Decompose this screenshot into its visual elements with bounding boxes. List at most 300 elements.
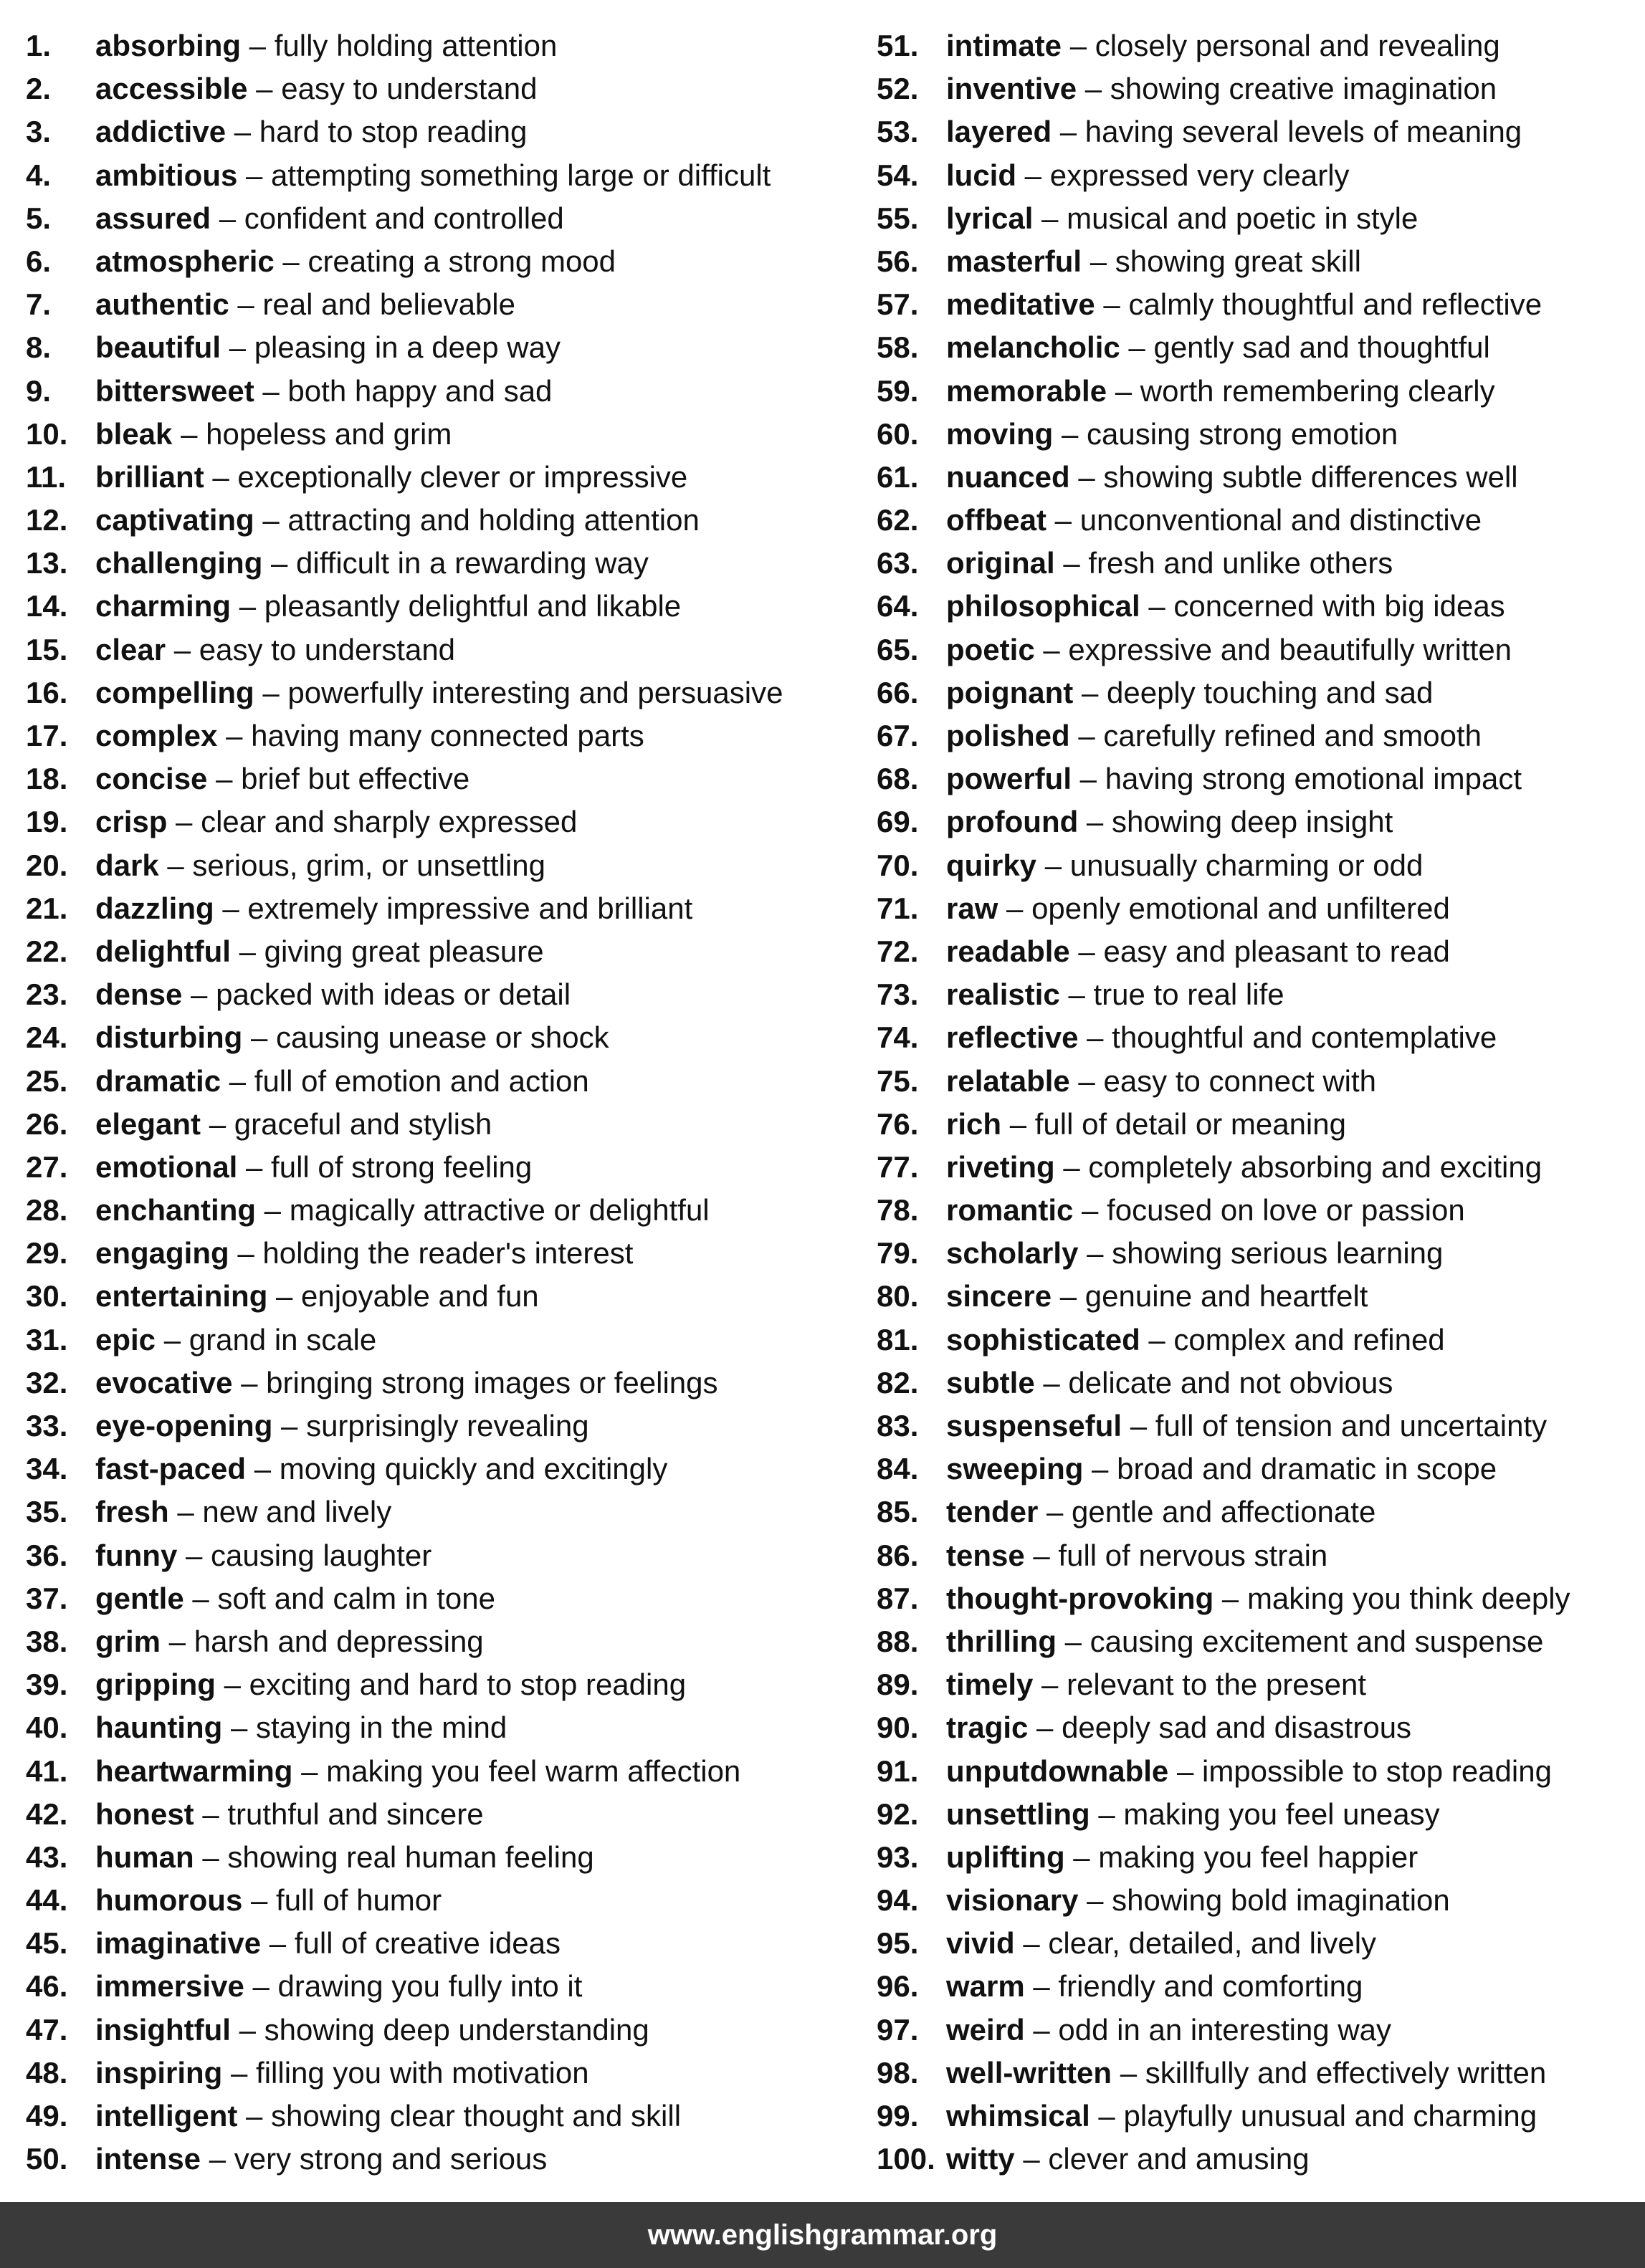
list-item-definition: – causing unease or shock [242,1020,609,1055]
list-item-definition: – making you feel happier [1064,1839,1418,1874]
word-list-column-right [877,24,1645,2181]
list-item [26,1146,872,1189]
list-item-definition: – extremely impressive and brilliant [214,891,693,925]
list-item-definition: – expressive and beautifully written [1034,632,1512,666]
list-item [26,326,872,369]
list-item-definition: – easy to understand [166,632,456,666]
list-item-definition: – clear, detailed, and lively [1014,1926,1377,1961]
list-item-term: romantic [946,1193,1074,1228]
list-item-number: 2. [26,72,52,106]
list-item-definition: – pleasantly delightful and likable [231,589,682,623]
list-item-number: 47. [26,2012,68,2047]
list-item-definition: – making you feel uneasy [1089,1796,1440,1831]
list-item-definition: – full of strong feeling [237,1149,533,1184]
list-item [26,24,872,67]
list-item [877,1879,1645,1922]
list-item-number: 45. [26,1926,68,1961]
list-item-term: authentic [95,287,229,322]
list-item-number: 50. [26,2142,68,2176]
list-item-term: layered [946,115,1052,149]
list-item [26,1793,872,1836]
list-item-term: realistic [946,977,1060,1012]
list-item-number: 7. [26,287,52,322]
list-item-term: subtle [946,1365,1035,1399]
list-item-term: dramatic [95,1063,221,1098]
list-item-term: compelling [95,675,254,709]
list-item-term: lucid [946,158,1017,192]
list-item-number: 32. [26,1365,68,1399]
list-item-term: memorable [946,373,1107,408]
list-item [877,1189,1645,1232]
list-item [26,370,872,413]
list-item-definition: – drawing you fully into it [244,1969,583,2004]
list-item-number: 99. [877,2099,919,2133]
list-item-term: unsettling [946,1796,1090,1831]
list-item-number: 35. [26,1495,68,1529]
list-item-definition: – skillfully and effectively written [1112,2055,1547,2090]
list-item-number: 37. [26,1581,68,1615]
list-item-definition: – moving quickly and excitingly [246,1452,668,1486]
list-item [877,110,1645,153]
list-item-term: raw [946,891,998,925]
list-item-definition: – bringing strong images or feelings [232,1365,718,1399]
list-item-number: 86. [877,1538,919,1572]
list-item-definition: – filling you with motivation [222,2055,589,2090]
list-item-definition: – very strong and serious [201,2142,548,2176]
list-item-definition: – attempting something large or difficult [237,158,771,192]
footer-website-text: www.englishgrammar.org [647,2219,998,2251]
list-item-definition: – making you think deeply [1214,1581,1570,1615]
list-item-definition: – harsh and depressing [161,1624,484,1658]
list-item-definition: – showing real human feeling [194,1839,594,1874]
list-item [26,154,872,197]
list-item-number: 77. [877,1149,919,1184]
list-item-number: 92. [877,1796,919,1831]
list-item-number: 49. [26,2099,68,2133]
list-item-term: bleak [95,416,173,451]
list-item-term: lyrical [946,201,1034,235]
list-item-definition: – showing great skill [1082,244,1361,278]
list-item-definition: – hopeless and grim [172,416,452,451]
list-item-number: 19. [26,805,68,839]
list-item [26,1663,872,1706]
list-item [877,1750,1645,1793]
list-item-term: eye-opening [95,1409,273,1442]
list-item-number: 36. [26,1538,68,1572]
list-item [877,2095,1645,2138]
list-item-number: 26. [26,1106,68,1141]
list-item-number: 34. [26,1452,68,1486]
list-item-definition: – new and lively [168,1495,392,1529]
list-item [877,757,1645,800]
list-item [26,1706,872,1749]
list-item-number: 65. [877,632,919,666]
list-item-number: 84. [877,1452,919,1486]
list-item [877,887,1645,930]
list-item-term: engaging [95,1236,229,1271]
list-item-definition: – packed with ideas or detail [182,977,571,1012]
list-item-definition: – expressed very clearly [1016,158,1350,192]
list-item-number: 46. [26,1969,68,2004]
list-item-definition: – having several levels of meaning [1052,115,1522,149]
list-item [877,1620,1645,1663]
list-item-definition: – true to real life [1059,977,1284,1012]
list-item-number: 15. [26,632,68,666]
list-item-definition: – easy and pleasant to read [1069,934,1450,968]
list-item-definition: – friendly and comforting [1024,1969,1363,2004]
list-item-term: timely [946,1667,1034,1702]
list-item-number: 90. [877,1710,919,1745]
list-item [877,154,1645,197]
list-item-definition: – creating a strong mood [274,244,616,278]
list-item-term: humorous [95,1883,243,1918]
list-item-term: crisp [95,805,168,839]
list-item-number: 80. [877,1279,919,1314]
list-item-number: 95. [877,1926,919,1961]
list-item [26,1965,872,2008]
list-item-definition: – magically attractive or delightful [256,1193,710,1228]
list-item-number: 24. [26,1020,68,1055]
list-item-number: 85. [877,1495,919,1529]
list-item-term: masterful [946,244,1082,278]
list-item-number: 73. [877,977,919,1012]
list-item-definition: – thoughtful and contemplative [1078,1020,1497,1055]
list-item-number: 64. [877,589,919,623]
list-item [26,67,872,110]
list-item-term: brilliant [95,459,204,494]
list-item [877,1319,1645,1362]
list-item-term: warm [946,1969,1025,2004]
list-item-number: 42. [26,1796,68,1831]
list-item [26,1405,872,1448]
list-item-term: relatable [946,1063,1070,1098]
list-item-number: 31. [26,1322,68,1357]
list-item [26,671,872,714]
list-item-term: emotional [95,1149,238,1184]
list-item-definition: – concerned with big ideas [1140,589,1505,623]
list-item-number: 25. [26,1063,68,1098]
list-item-number: 39. [26,1667,68,1702]
list-item-number: 75. [877,1063,919,1098]
list-item-number: 6. [26,244,52,278]
list-item-number: 100. [877,2142,935,2176]
list-item-number: 30. [26,1279,68,1314]
list-item-definition: – giving great pleasure [230,934,544,968]
list-item-number: 43. [26,1839,68,1874]
list-item-number: 83. [877,1409,919,1442]
list-item-definition: – completely absorbing and exciting [1054,1149,1543,1184]
list-item [26,542,872,585]
list-item-definition: – clever and amusing [1014,2142,1310,2176]
list-item-definition: – causing excitement and suspense [1056,1624,1544,1658]
list-item-term: enchanting [95,1193,257,1228]
list-item-term: scholarly [946,1236,1079,1271]
list-item-term: dark [95,848,159,882]
list-item-term: funny [95,1538,178,1572]
list-item-term: absorbing [95,29,242,62]
list-item [877,800,1645,843]
list-item [26,1319,872,1362]
list-item [26,628,872,671]
list-item [26,1620,872,1663]
list-item [26,1362,872,1405]
list-item-term: gripping [95,1667,216,1702]
list-item-term: haunting [95,1710,223,1745]
list-item [26,585,872,628]
list-item-definition: – focused on love or passion [1073,1193,1465,1228]
list-item-term: poetic [946,632,1035,666]
list-item-number: 56. [877,244,919,278]
list-item [26,1750,872,1793]
list-item-number: 14. [26,589,68,623]
list-item-definition: – having many connected parts [217,719,644,752]
list-item [26,1879,872,1922]
list-item-definition: – full of detail or meaning [1001,1106,1346,1141]
word-list-columns [0,24,1645,2176]
list-item-definition: – full of tension and uncertainty [1122,1409,1548,1442]
list-item-definition: – easy to connect with [1069,1063,1377,1098]
list-item-term: visionary [946,1883,1079,1918]
list-item [26,887,872,930]
list-item-term: fresh [95,1495,169,1529]
list-item [26,2138,872,2181]
list-item-definition: – holding the reader's interest [229,1236,634,1271]
list-item [26,1448,872,1491]
list-item [877,1060,1645,1103]
list-item-definition: – showing creative imagination [1077,72,1497,106]
list-item-number: 20. [26,848,68,882]
list-item-number: 13. [26,546,68,580]
list-item [877,240,1645,283]
list-item-term: delightful [95,934,231,968]
list-item-term: dazzling [95,891,214,925]
list-item-definition: – both happy and sad [254,373,553,408]
list-item-definition: – hard to stop reading [226,115,528,149]
list-item [877,1146,1645,1189]
list-item-number: 72. [877,934,919,968]
list-item [26,800,872,843]
list-item-definition: – showing serious learning [1078,1236,1444,1271]
list-item-number: 82. [877,1365,919,1399]
list-item-definition: – deeply sad and disastrous [1028,1710,1412,1745]
list-item-definition: – truthful and sincere [194,1796,484,1831]
list-item-definition: – surprisingly revealing [272,1409,589,1442]
list-item-term: thrilling [946,1624,1057,1658]
list-item-term: poignant [946,675,1074,709]
list-item [26,413,872,456]
list-item [26,844,872,887]
list-item-number: 66. [877,675,919,709]
list-item [26,2009,872,2052]
list-item-definition: – difficult in a rewarding way [262,546,649,580]
list-item-number: 57. [877,287,919,322]
list-item-term: whimsical [946,2099,1090,2133]
list-item-term: clear [95,632,166,666]
list-item [26,499,872,542]
list-item-definition: – real and believable [229,287,515,322]
list-item [877,1016,1645,1059]
list-item [26,1060,872,1103]
list-item-term: polished [946,719,1070,752]
list-item [877,1448,1645,1491]
list-item-number: 29. [26,1236,68,1271]
word-list-column-left [26,24,872,2181]
list-item-definition: – fresh and unlike others [1054,546,1393,580]
list-item-definition: – full of humor [242,1883,442,1918]
list-item-term: dense [95,977,183,1012]
list-item-term: sweeping [946,1452,1084,1486]
list-item-term: well-written [946,2055,1112,2090]
list-item-term: evocative [95,1365,233,1399]
list-item-term: uplifting [946,1839,1065,1874]
list-item-number: 9. [26,373,52,408]
list-item [26,714,872,757]
list-item-definition: – gentle and affectionate [1038,1495,1376,1529]
list-item-term: grim [95,1624,161,1658]
list-item-definition: – genuine and heartfelt [1052,1279,1368,1314]
list-item-term: sincere [946,1279,1052,1314]
list-item-definition: – easy to understand [247,72,538,106]
list-item-term: meditative [946,287,1095,322]
list-item-number: 41. [26,1753,68,1788]
list-item-number: 76. [877,1106,919,1141]
list-item-definition: – playfully unusual and charming [1089,2099,1537,2133]
list-item-term: fast-paced [95,1452,247,1486]
list-item-term: nuanced [946,459,1070,494]
list-item-definition: – staying in the mind [222,1710,507,1745]
list-item-number: 91. [877,1753,919,1788]
list-item-number: 38. [26,1624,68,1658]
list-item-term: captivating [95,503,254,537]
list-item-definition: – carefully refined and smooth [1069,719,1482,752]
list-item-term: atmospheric [95,244,275,278]
list-item-term: assured [95,201,211,235]
list-item-term: bittersweet [95,373,254,408]
list-item-term: quirky [946,848,1037,882]
list-item-term: melancholic [946,330,1120,365]
list-item [26,1534,872,1577]
list-item-number: 74. [877,1020,919,1055]
list-item-number: 53. [877,115,919,149]
list-item-term: tender [946,1495,1039,1529]
list-item-term: suspenseful [946,1409,1122,1442]
list-item-definition: – delicate and not obvious [1034,1365,1393,1399]
list-item-definition: – exciting and hard to stop reading [215,1667,687,1702]
list-item-term: complex [95,719,218,752]
list-item [877,1706,1645,1749]
list-item [877,1103,1645,1146]
list-item [877,283,1645,326]
list-item [26,1103,872,1146]
list-item-term: intelligent [95,2099,238,2133]
list-item [877,1534,1645,1577]
list-item [877,1491,1645,1533]
list-item-number: 98. [877,2055,919,2090]
list-item-number: 51. [877,29,919,62]
list-item-definition: – showing deep insight [1078,805,1393,839]
list-item [26,1275,872,1318]
list-item-number: 69. [877,805,919,839]
list-item-term: gentle [95,1581,184,1615]
list-item-number: 8. [26,330,52,365]
list-item-definition: – having strong emotional impact [1072,762,1522,796]
list-item-number: 87. [877,1581,919,1615]
list-item-number: 68. [877,762,919,796]
list-item-term: riveting [946,1149,1055,1184]
list-item-definition: – causing laughter [177,1538,432,1572]
list-item-term: tragic [946,1710,1029,1745]
list-item-definition: – clear and sharply expressed [167,805,578,839]
list-item [877,197,1645,240]
list-item [26,240,872,283]
list-item-number: 27. [26,1149,68,1184]
list-item [877,2009,1645,2052]
list-item-number: 62. [877,503,919,537]
list-item-term: inspiring [95,2055,223,2090]
list-item-term: heartwarming [95,1753,293,1788]
list-item-definition: – showing clear thought and skill [237,2099,682,2133]
list-item-number: 81. [877,1322,919,1357]
list-item [26,456,872,499]
list-item-term: charming [95,589,232,623]
list-item [877,370,1645,413]
list-item-definition: – calmly thoughtful and reflective [1095,287,1543,322]
list-item [877,24,1645,67]
list-item-term: entertaining [95,1279,268,1314]
list-item-number: 96. [877,1969,919,2004]
list-item-definition: – soft and calm in tone [183,1581,495,1615]
list-item-number: 4. [26,158,52,192]
list-item-number: 48. [26,2055,68,2090]
list-item [26,1922,872,1965]
list-item-definition: – deeply touching and sad [1073,675,1434,709]
list-item [877,456,1645,499]
list-item-definition: – worth remembering clearly [1107,373,1495,408]
list-item-definition: – causing strong emotion [1053,416,1398,451]
list-item [26,973,872,1016]
list-item-definition: – showing deep understanding [230,2012,649,2047]
list-item-definition: – confident and controlled [211,201,564,235]
list-item-term: intimate [946,29,1062,62]
list-item [26,1491,872,1533]
list-item-definition: – closely personal and revealing [1062,29,1500,62]
list-item-term: thought-provoking [946,1581,1214,1615]
list-item-term: sophisticated [946,1322,1140,1357]
list-item-number: 3. [26,115,52,149]
list-item [877,1793,1645,1836]
list-item [877,1362,1645,1405]
list-item-term: witty [946,2142,1015,2176]
list-item [877,973,1645,1016]
list-item-definition: – exceptionally clever or impressive [204,459,688,494]
list-item-number: 78. [877,1193,919,1228]
list-item-number: 93. [877,1839,919,1874]
list-item [877,930,1645,973]
list-item-term: beautiful [95,330,221,365]
list-item [877,1405,1645,1448]
list-item [877,413,1645,456]
list-item-term: powerful [946,762,1072,796]
list-item [877,542,1645,585]
list-item-term: intense [95,2142,201,2176]
list-item [26,2052,872,2095]
list-item-term: readable [946,934,1070,968]
list-item-term: rich [946,1106,1002,1141]
list-item-term: profound [946,805,1079,839]
list-item-number: 89. [877,1667,919,1702]
list-item-term: addictive [95,115,227,149]
list-item [877,628,1645,671]
